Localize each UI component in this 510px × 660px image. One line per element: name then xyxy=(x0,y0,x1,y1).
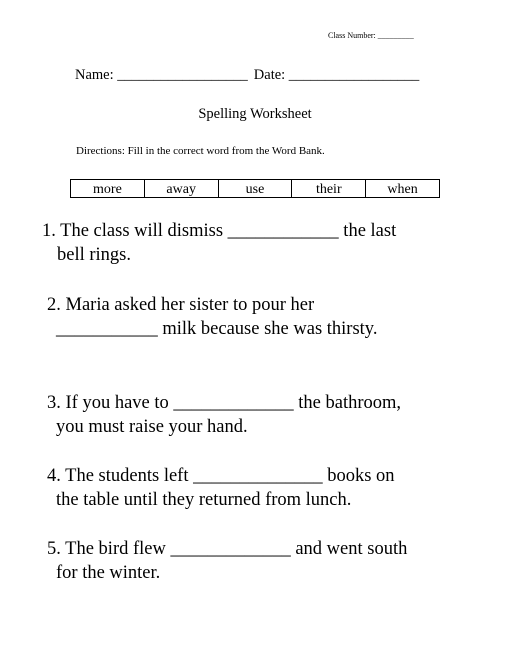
question-line: ___________ milk because she was thirsty. xyxy=(56,319,378,339)
word-bank-cell: use xyxy=(218,180,292,197)
name-date-row xyxy=(75,67,419,84)
word-bank-table xyxy=(70,179,440,198)
question-line: for the winter. xyxy=(56,563,161,583)
word-bank-cell: when xyxy=(365,180,439,197)
question-line: 3. If you have to _____________ the bathroom, xyxy=(47,393,402,413)
question-line: you must raise your hand. xyxy=(56,417,248,437)
name-field: Name: __________________ xyxy=(75,67,248,83)
question-2 xyxy=(47,293,377,341)
question-1 xyxy=(42,219,396,267)
worksheet-title: Spelling Worksheet xyxy=(198,106,312,122)
question-5 xyxy=(47,537,407,585)
question-line: 4. The students left ______________ books on xyxy=(47,466,395,486)
directions-text: Directions: Fill in the correct word from the Word Bank. xyxy=(76,145,325,157)
date-field: Date: __________________ xyxy=(253,67,420,83)
question-3 xyxy=(47,391,401,439)
question-line: 1. The class will dismiss ____________ the last xyxy=(42,221,397,241)
question-4 xyxy=(47,464,395,512)
question-line: the table until they returned from lunch. xyxy=(56,490,352,510)
question-line: 2. Maria asked her sister to pour her xyxy=(47,295,315,315)
question-line: bell rings. xyxy=(57,245,131,265)
question-line: 5. The bird flew _____________ and went south xyxy=(47,539,408,559)
word-bank-cell: more xyxy=(93,182,122,197)
word-bank-cell: their xyxy=(291,180,365,197)
word-bank-cell: away xyxy=(144,180,218,197)
class-number-field: Class Number: _________ xyxy=(328,31,414,40)
